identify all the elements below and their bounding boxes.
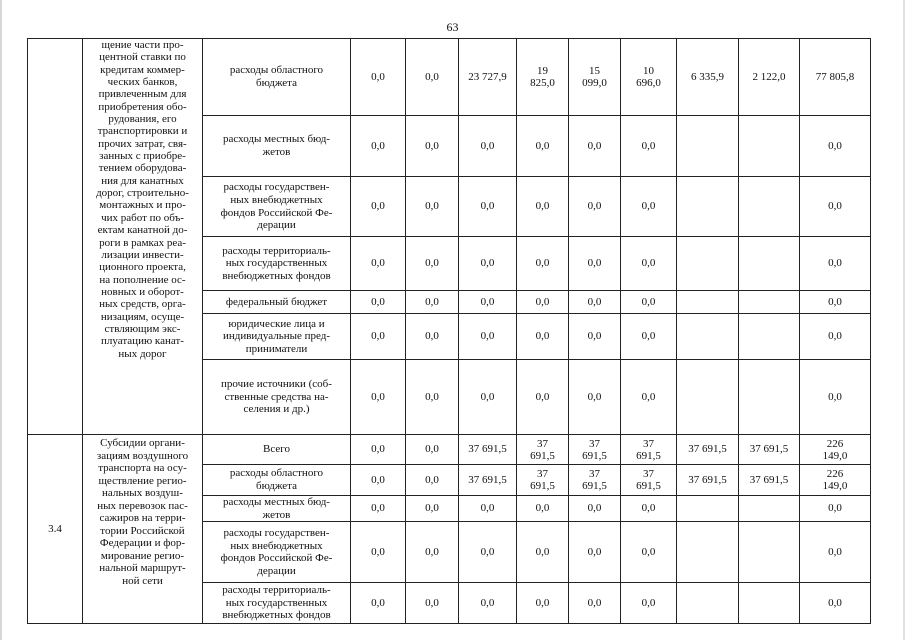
- value-cell: 0,0: [569, 583, 621, 624]
- value-cell: 37 691,5: [621, 465, 677, 496]
- value-cell: 0,0: [406, 116, 459, 177]
- value-cell: [677, 522, 739, 583]
- value-cell: 37 691,5: [517, 465, 569, 496]
- value-cell: 0,0: [621, 360, 677, 435]
- value-cell: 0,0: [351, 360, 406, 435]
- value-cell: 0,0: [406, 177, 459, 237]
- value-cell: 37 691,5: [677, 435, 739, 465]
- total-cell: 0,0: [800, 583, 871, 624]
- value-cell: 0,0: [459, 116, 517, 177]
- value-cell: 0,0: [621, 314, 677, 360]
- value-cell: 0,0: [406, 237, 459, 291]
- value-cell: 0,0: [621, 522, 677, 583]
- measure-description: Субсидии органи- зациям воздушного транспорта на осу- ществление регио- нальных воздуш- ных перевозок пас- сажиров на терри- тории Российской Федерации и фор- мирование регио- нальной маршрут- ной сети: [83, 435, 203, 624]
- value-cell: 0,0: [517, 116, 569, 177]
- table-row: [28, 39, 871, 116]
- funding-source: прочие источники (соб- ственные средства на- селения и др.): [203, 360, 351, 435]
- value-cell: 0,0: [406, 291, 459, 314]
- value-cell: 0,0: [459, 496, 517, 522]
- value-cell: 0,0: [569, 177, 621, 237]
- value-cell: 0,0: [517, 583, 569, 624]
- value-cell: 0,0: [351, 435, 406, 465]
- value-cell: 0,0: [517, 237, 569, 291]
- funding-source: расходы государствен- ных внебюджетных фондов Российской Фе- дерации: [203, 522, 351, 583]
- value-cell: 37 691,5: [569, 465, 621, 496]
- value-cell: [739, 116, 800, 177]
- value-cell: 0,0: [621, 496, 677, 522]
- funding-source: расходы территориаль- ных государственных внебюджетных фондов: [203, 583, 351, 624]
- total-cell: 0,0: [800, 496, 871, 522]
- value-cell: [739, 583, 800, 624]
- value-cell: [739, 237, 800, 291]
- value-cell: [677, 583, 739, 624]
- value-cell: 0,0: [517, 360, 569, 435]
- value-cell: 0,0: [406, 465, 459, 496]
- total-cell: 0,0: [800, 177, 871, 237]
- budget-table: [27, 38, 871, 624]
- table-row: [28, 435, 871, 465]
- value-cell: 0,0: [351, 465, 406, 496]
- value-cell: 0,0: [351, 522, 406, 583]
- value-cell: [739, 360, 800, 435]
- value-cell: 0,0: [517, 522, 569, 583]
- total-cell: 0,0: [800, 360, 871, 435]
- value-cell: 0,0: [351, 116, 406, 177]
- value-cell: 0,0: [406, 583, 459, 624]
- row-index: [28, 39, 83, 435]
- value-cell: 0,0: [569, 237, 621, 291]
- value-cell: [739, 496, 800, 522]
- value-cell: 0,0: [406, 522, 459, 583]
- row-index: 3.4: [28, 435, 83, 624]
- value-cell: 23 727,9: [459, 39, 517, 116]
- value-cell: [677, 496, 739, 522]
- value-cell: 0,0: [459, 237, 517, 291]
- value-cell: 37 691,5: [739, 465, 800, 496]
- value-cell: [677, 314, 739, 360]
- value-cell: 0,0: [459, 291, 517, 314]
- value-cell: 0,0: [406, 314, 459, 360]
- total-cell: 226 149,0: [800, 435, 871, 465]
- value-cell: 37 691,5: [739, 435, 800, 465]
- value-cell: 15 099,0: [569, 39, 621, 116]
- measure-description: щение части про- центной ставки по кредитам коммер- ческих банков, привлеченным для приобретения обо- рудования, его транспортировки и прочих затрат, свя- занных с приобре- тением оборудова- ния для канатных дорог, строительно- монтажных и про- чих работ по объ- ектам канатной до- роги в рамках реа- лизации инвести- ционного проекта, на пополнение ос- новных и оборот- ных средств, орга- низациям, осуще- ствляющим экс- плуатацию канат- ных дорог: [83, 39, 203, 435]
- value-cell: [677, 177, 739, 237]
- total-cell: 226 149,0: [800, 465, 871, 496]
- value-cell: 37 691,5: [677, 465, 739, 496]
- value-cell: 2 122,0: [739, 39, 800, 116]
- value-cell: 0,0: [621, 116, 677, 177]
- value-cell: 0,0: [517, 177, 569, 237]
- value-cell: [739, 314, 800, 360]
- value-cell: 0,0: [569, 522, 621, 583]
- scan-left-edge: [0, 0, 2, 640]
- value-cell: 0,0: [406, 39, 459, 116]
- value-cell: 10 696,0: [621, 39, 677, 116]
- funding-source: расходы государствен- ных внебюджетных фондов Российской Фе- дерации: [203, 177, 351, 237]
- funding-source: федеральный бюджет: [203, 291, 351, 314]
- total-cell: 0,0: [800, 314, 871, 360]
- value-cell: 0,0: [459, 314, 517, 360]
- value-cell: 0,0: [621, 583, 677, 624]
- total-cell: 0,0: [800, 291, 871, 314]
- value-cell: 0,0: [406, 360, 459, 435]
- value-cell: 0,0: [406, 435, 459, 465]
- value-cell: [739, 291, 800, 314]
- value-cell: 37 691,5: [569, 435, 621, 465]
- value-cell: 0,0: [621, 237, 677, 291]
- value-cell: 0,0: [569, 496, 621, 522]
- value-cell: 0,0: [459, 360, 517, 435]
- value-cell: 0,0: [406, 496, 459, 522]
- value-cell: [739, 177, 800, 237]
- value-cell: 37 691,5: [517, 435, 569, 465]
- value-cell: 0,0: [621, 291, 677, 314]
- value-cell: 0,0: [517, 496, 569, 522]
- value-cell: [677, 116, 739, 177]
- funding-source: расходы территориаль- ных государственных внебюджетных фондов: [203, 237, 351, 291]
- total-cell: 0,0: [800, 522, 871, 583]
- value-cell: 0,0: [351, 237, 406, 291]
- value-cell: 0,0: [351, 583, 406, 624]
- value-cell: 0,0: [459, 583, 517, 624]
- funding-source: Всего: [203, 435, 351, 465]
- value-cell: 37 691,5: [459, 435, 517, 465]
- total-cell: 0,0: [800, 237, 871, 291]
- value-cell: 6 335,9: [677, 39, 739, 116]
- value-cell: 37 691,5: [621, 435, 677, 465]
- funding-source: юридические лица и индивидуальные пред- приниматели: [203, 314, 351, 360]
- budget-table-body: [28, 39, 871, 624]
- value-cell: [677, 291, 739, 314]
- value-cell: 0,0: [569, 291, 621, 314]
- value-cell: 0,0: [351, 291, 406, 314]
- funding-source: расходы местных бюд- жетов: [203, 496, 351, 522]
- value-cell: 0,0: [569, 314, 621, 360]
- value-cell: 0,0: [517, 314, 569, 360]
- value-cell: 0,0: [459, 177, 517, 237]
- value-cell: 0,0: [351, 496, 406, 522]
- value-cell: 37 691,5: [459, 465, 517, 496]
- value-cell: 0,0: [459, 522, 517, 583]
- value-cell: 0,0: [569, 360, 621, 435]
- value-cell: 0,0: [351, 177, 406, 237]
- funding-source: расходы областного бюджета: [203, 39, 351, 116]
- value-cell: 0,0: [351, 39, 406, 116]
- value-cell: [739, 522, 800, 583]
- value-cell: [677, 237, 739, 291]
- value-cell: 0,0: [517, 291, 569, 314]
- value-cell: [677, 360, 739, 435]
- total-cell: 0,0: [800, 116, 871, 177]
- value-cell: 19 825,0: [517, 39, 569, 116]
- funding-source: расходы местных бюд- жетов: [203, 116, 351, 177]
- total-cell: 77 805,8: [800, 39, 871, 116]
- value-cell: 0,0: [569, 116, 621, 177]
- value-cell: 0,0: [621, 177, 677, 237]
- funding-source: расходы областного бюджета: [203, 465, 351, 496]
- page-number: 63: [446, 20, 459, 34]
- value-cell: 0,0: [351, 314, 406, 360]
